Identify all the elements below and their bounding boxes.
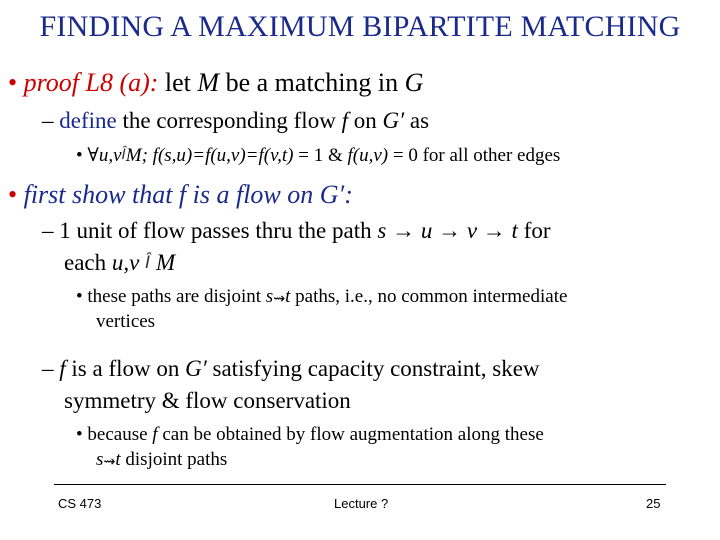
- uv-symbol: u,v: [98, 145, 122, 166]
- bullet-1-text-a: let: [164, 68, 198, 97]
- bullet-2-sub-2: [42, 356, 540, 382]
- point-line1-a: these paths are disjoint: [87, 286, 266, 307]
- bullet-1-sub: [42, 108, 429, 134]
- squiggle-arrow-icon: ⇝: [103, 454, 116, 470]
- bullet-2-sub-2-point: [76, 424, 544, 446]
- flow-symbol: f: [59, 356, 66, 381]
- proof-label: proof L8 (a):: [23, 68, 159, 97]
- bullet-1-subsub: [76, 144, 560, 167]
- sub1-line1-a: 1 unit of flow passes thru the path: [59, 218, 378, 243]
- sub1-line2-a: each: [64, 250, 112, 275]
- flow-rest: = 0 for all other edges: [388, 145, 561, 166]
- bullet-2: [8, 180, 353, 210]
- graph-symbol: G: [404, 68, 424, 97]
- element-of-icon: Î: [121, 147, 126, 163]
- element-of-icon: Î: [145, 253, 151, 273]
- bullet-2-sub-1-point-cont: [96, 311, 155, 333]
- bullet-1: [8, 68, 423, 98]
- sub2-line2: symmetry & flow conservation: [64, 388, 351, 413]
- sub1-line1-b: for: [517, 218, 551, 243]
- uv-symbol: u,v: [111, 250, 140, 275]
- footer-page-number: 25: [646, 496, 661, 511]
- footer-lecture: Lecture ?: [334, 496, 389, 511]
- bullet-2-sub-2-point-cont: [96, 449, 227, 471]
- slide-title: FINDING A MAXIMUM BIPARTITE MATCHING: [39, 10, 681, 43]
- point-line2: vertices: [96, 311, 156, 332]
- define-word: define: [59, 108, 117, 133]
- sub2-line1-b: satisfying capacity constraint, skew: [206, 356, 540, 381]
- squiggle-arrow-icon: ⇝: [273, 291, 286, 307]
- bullet-marker: •: [8, 180, 18, 209]
- point2-line2-b: disjoint paths: [120, 449, 228, 470]
- flow-symbol: f: [152, 424, 158, 445]
- gprime-symbol: G′: [185, 356, 207, 381]
- path-expression: s → u → v → t: [377, 218, 518, 243]
- bullet-2-sub-1-cont: [64, 250, 175, 276]
- bullet-marker: •: [76, 145, 83, 166]
- flow-symbol: f: [341, 108, 348, 133]
- dash-marker: –: [42, 356, 54, 381]
- dash-marker: –: [42, 108, 54, 133]
- bullet-2-sub-1: [42, 218, 551, 244]
- sub-text-a: the corresponding flow: [116, 108, 342, 133]
- flow-eq: = 1 &: [293, 145, 348, 166]
- flow-definition: M; f(s,u)=f(u,v)=f(v,t): [125, 145, 294, 166]
- footer-divider: [54, 484, 666, 485]
- matching-symbol: M: [155, 250, 176, 275]
- t-symbol: t: [285, 286, 291, 307]
- dash-marker: –: [42, 218, 54, 243]
- fuv-symbol: f(u,v): [347, 145, 389, 166]
- footer-course: CS 473: [58, 496, 102, 511]
- bullet-marker: •: [8, 68, 18, 97]
- point2-line1-a: because: [87, 424, 153, 445]
- forall-symbol: ∀: [87, 145, 99, 166]
- point2-line1-b: can be obtained by flow augmentation along these: [157, 424, 544, 445]
- point-line1-b: paths, i.e., no common intermediate: [290, 286, 568, 307]
- bullet-2-sub-2-cont: [64, 388, 351, 414]
- sub-text-b: on: [347, 108, 383, 133]
- bullet-2-sub-1-point: [76, 286, 567, 308]
- bullet-marker: •: [76, 424, 83, 445]
- bullet-1-text-b: be a matching in: [219, 68, 405, 97]
- s-symbol: s: [265, 286, 274, 307]
- sub2-line1-a: is a flow on: [65, 356, 186, 381]
- sub-text-c: as: [404, 108, 430, 133]
- s-symbol: s: [96, 449, 104, 470]
- gprime-symbol: G′: [382, 108, 405, 133]
- bullet-2-text: first show that f is a flow on G′:: [23, 180, 353, 209]
- t-symbol: t: [115, 449, 121, 470]
- matching-symbol: M: [197, 68, 220, 97]
- bullet-marker: •: [76, 286, 83, 307]
